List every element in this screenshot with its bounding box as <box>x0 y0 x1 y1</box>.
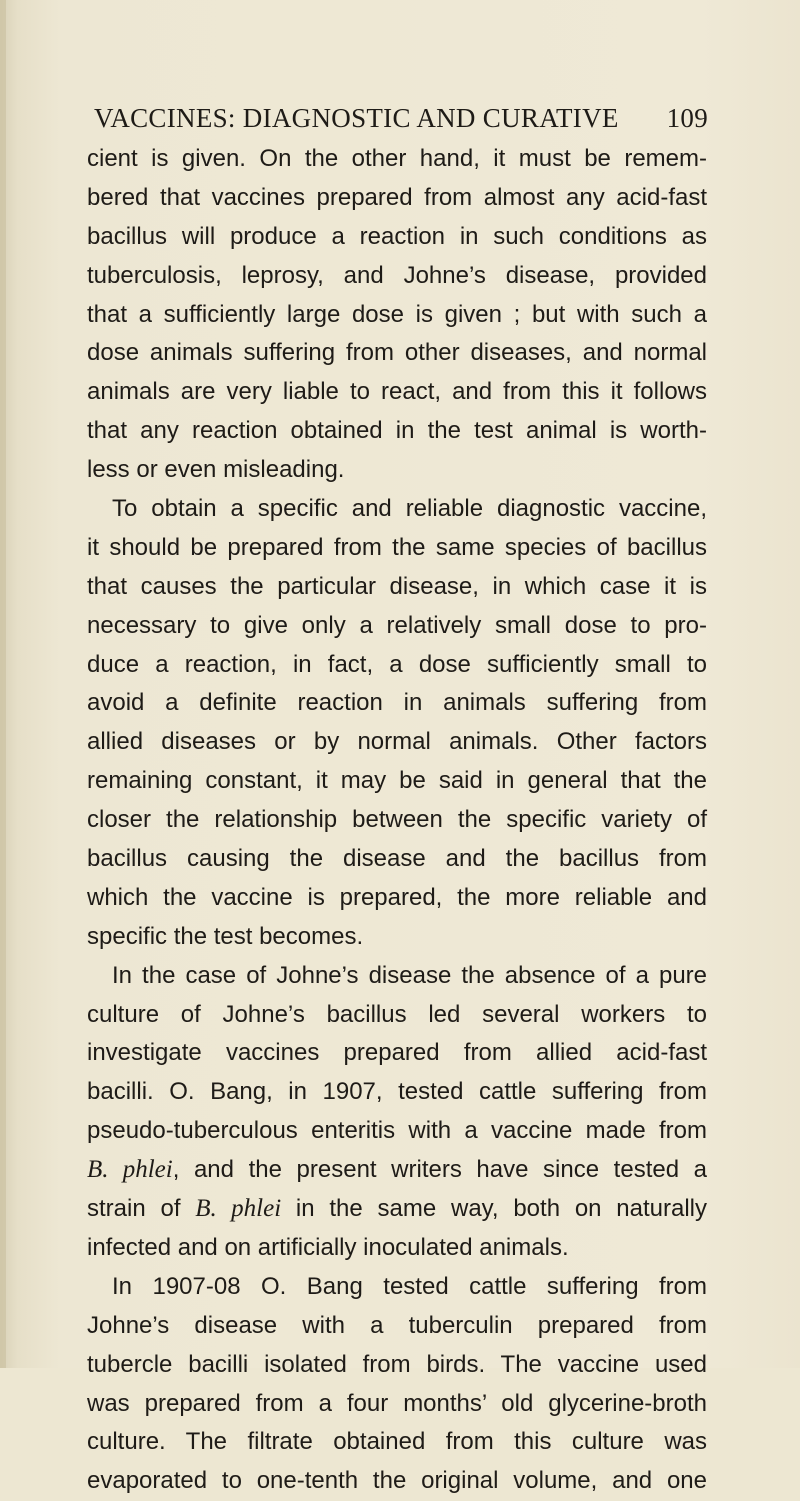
text-line: that a sufficiently large dose is given ; but with such a <box>87 300 707 328</box>
text-line: bacillus causing the disease and the bacillus from <box>87 845 707 873</box>
text-line: infected and on artificially inoculated animals. <box>87 1233 569 1261</box>
text-line: that any reaction obtained in the test animal is worth- <box>87 417 707 445</box>
text-line: Johne’s disease with a tuberculin prepared from <box>87 1311 707 1339</box>
text-fragment: in the same way, both on naturally <box>281 1195 707 1223</box>
text-line: was prepared from a four months’ old glycerine-broth <box>87 1389 707 1417</box>
text-fragment: strain of <box>87 1195 196 1223</box>
text-line: specific the test becomes. <box>87 922 364 950</box>
text-line: investigate vaccines prepared from allied acid-fast <box>87 1039 707 1067</box>
text-line: remaining constant, it may be said in general that the <box>87 767 707 795</box>
text-line: culture of Johne’s bacillus led several workers to <box>87 1000 707 1028</box>
text-line: that causes the particular disease, in which case it is <box>87 572 707 600</box>
running-header-title: VACCINES: DIAGNOSTIC AND CURATIVE <box>94 103 619 133</box>
text-line: culture. The filtrate obtained from this culture was <box>87 1428 707 1456</box>
text-line: less or even misleading. <box>87 456 345 484</box>
page-binding-edge <box>0 0 6 1368</box>
species-name-italic: B. phlei <box>87 1156 173 1184</box>
text-line: pseudo-tuberculous enteritis with a vaccine made from <box>87 1117 707 1145</box>
species-name-italic: B. phlei <box>195 1195 282 1223</box>
text-line: duce a reaction, in fact, a dose sufficiently small to <box>87 650 707 678</box>
text-line: bered that vaccines prepared from almost any acid-fast <box>87 183 707 211</box>
text-line: In the case of Johne’s disease the absence of a pure <box>112 961 707 989</box>
text-line: cient is given. On the other hand, it must be remem- <box>87 145 707 172</box>
text-line: evaporated to one-tenth the original volume, and one <box>87 1467 707 1495</box>
text-line: In 1907-08 O. Bang tested cattle suffering from <box>112 1272 707 1300</box>
text-line: dose animals suffering from other diseases, and normal <box>87 339 707 367</box>
text-fragment: , and the present writers have since tested a <box>172 1156 707 1184</box>
body-text <box>87 140 707 1501</box>
text-line: bacilli. O. Bang, in 1907, tested cattle suffering from <box>87 1078 707 1106</box>
text-line: tubercle bacilli isolated from birds. The vaccine used <box>87 1350 707 1378</box>
text-line: tuberculosis, leprosy, and Johne’s disease, provided <box>87 261 707 289</box>
text-line <box>87 1190 707 1229</box>
text-line: animals are very liable to react, and from this it follows <box>87 378 707 406</box>
running-header <box>94 103 708 137</box>
text-line: which the vaccine is prepared, the more reliable and <box>87 883 707 911</box>
page-number: 109 <box>666 103 708 133</box>
text-line: To obtain a specific and reliable diagnostic vaccine, <box>112 495 707 523</box>
text-line: bacillus will produce a reaction in such conditions as <box>87 222 707 250</box>
text-line <box>87 1151 707 1190</box>
text-line: avoid a definite reaction in animals suffering from <box>87 689 707 717</box>
text-line: allied diseases or by normal animals. Other factors <box>87 728 707 756</box>
text-line: necessary to give only a relatively small dose to pro- <box>87 611 707 639</box>
text-line: closer the relationship between the specific variety of <box>87 806 707 834</box>
text-line: it should be prepared from the same species of bacillus <box>87 533 707 561</box>
